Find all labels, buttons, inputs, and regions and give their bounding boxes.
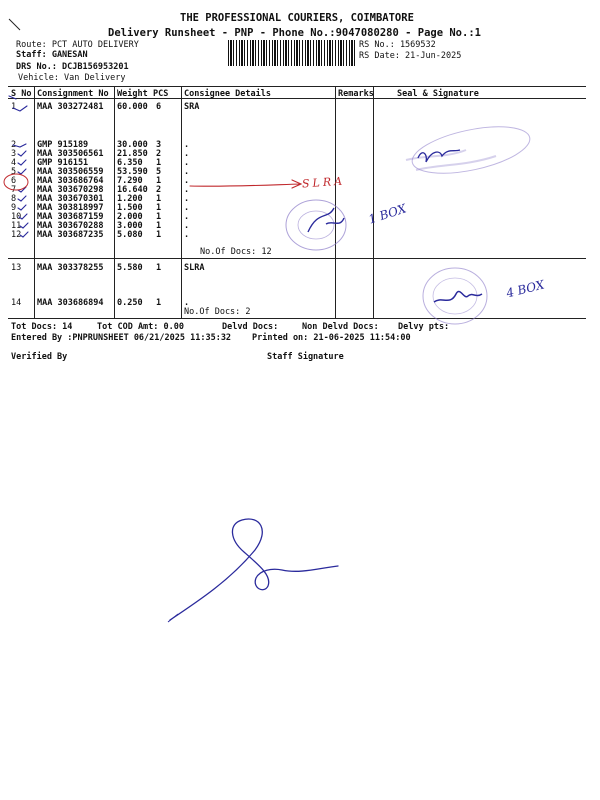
cell-consignment: MAA 303818997 bbox=[37, 203, 104, 213]
cell-consignment: GMP 916151 bbox=[37, 158, 89, 168]
cell-sno: 13 bbox=[11, 263, 22, 273]
cell-sno: 3 bbox=[11, 149, 17, 159]
cell-weight: 30.000 bbox=[117, 140, 148, 150]
cell-sno: 5 bbox=[11, 167, 17, 177]
handwritten-slra: SLRA bbox=[301, 174, 346, 191]
cell-weight: 0.250 bbox=[117, 298, 143, 308]
cell-weight: 1.500 bbox=[117, 203, 143, 213]
cell-consignee: . bbox=[184, 230, 190, 240]
barcode bbox=[228, 40, 356, 66]
group-separator bbox=[8, 258, 586, 259]
cell-consignment: MAA 303686764 bbox=[37, 176, 104, 186]
rs-date: RS Date: 21-Jun-2025 bbox=[359, 51, 462, 61]
col-header-remarks: Remarks bbox=[338, 89, 374, 99]
delivery-points: Delvy pts: bbox=[398, 322, 450, 332]
group-doc-count: No.Of Docs: 2 bbox=[184, 307, 251, 317]
cell-weight: 60.000 bbox=[117, 102, 148, 112]
cell-consignee: . bbox=[184, 185, 190, 195]
cell-sno: 2 bbox=[11, 140, 17, 150]
rs-number: RS No.: 1569532 bbox=[359, 40, 436, 50]
cell-weight: 2.000 bbox=[117, 212, 143, 222]
cell-consignment: MAA 303687159 bbox=[37, 212, 104, 222]
col-header-sno: S No bbox=[11, 89, 32, 99]
cell-pcs: 2 bbox=[156, 185, 162, 195]
cell-pcs: 1 bbox=[156, 176, 162, 186]
cell-consignment: MAA 303670288 bbox=[37, 221, 104, 231]
cell-sno: 9 bbox=[11, 203, 17, 213]
cell-sno: 14 bbox=[11, 298, 22, 308]
col-header-consignment: Consignment No bbox=[37, 89, 109, 99]
col-divider bbox=[373, 86, 374, 318]
cell-consignment: MAA 303687235 bbox=[37, 230, 104, 240]
cell-consignment: MAA 303506561 bbox=[37, 149, 104, 159]
cell-consignee: . bbox=[184, 140, 190, 150]
cell-weight: 21.850 bbox=[117, 149, 148, 159]
cell-pcs: 3 bbox=[156, 140, 162, 150]
cell-pcs: 1 bbox=[156, 298, 162, 308]
cell-pcs: 6 bbox=[156, 102, 162, 112]
cell-weight: 6.350 bbox=[117, 158, 143, 168]
handwritten-four-box: 4 BOX bbox=[504, 277, 546, 301]
cell-pcs: 1 bbox=[156, 194, 162, 204]
col-header-weight: Weight bbox=[117, 89, 148, 99]
red-arrow bbox=[188, 176, 308, 196]
staff-signature-label: Staff Signature bbox=[267, 352, 344, 362]
table-bottom-rule bbox=[8, 318, 586, 319]
company-title: THE PROFESSIONAL COURIERS, COIMBATORE bbox=[180, 12, 414, 24]
total-cod-amount: Tot COD Amt: 0.00 bbox=[97, 322, 184, 332]
entered-by: Entered By :PNPRUNSHEET 06/21/2025 11:35:32 bbox=[11, 333, 232, 343]
col-divider bbox=[335, 86, 336, 318]
cell-sno: 4 bbox=[11, 158, 17, 168]
printed-on: Printed on: 21-06-2025 11:54:00 bbox=[252, 333, 411, 343]
cell-consignment: MAA 303378255 bbox=[37, 263, 104, 273]
company-stamp bbox=[278, 190, 358, 260]
verified-by-label: Verified By bbox=[11, 352, 68, 362]
cell-sno: 1 bbox=[11, 102, 17, 112]
col-divider bbox=[114, 86, 115, 318]
cell-sno: 12 bbox=[11, 230, 22, 240]
cell-pcs: 1 bbox=[156, 230, 162, 240]
cell-pcs: 1 bbox=[156, 158, 162, 168]
cell-consignment: MAA 303506559 bbox=[37, 167, 104, 177]
vehicle-label: Vehicle: Van Delivery bbox=[18, 73, 126, 83]
col-header-seal: Seal & Signature bbox=[397, 89, 479, 99]
cell-consignee: . bbox=[184, 167, 190, 177]
staff-label: Staff: GANESAN bbox=[16, 50, 88, 60]
cell-consignee: . bbox=[184, 298, 190, 308]
cell-consignee: SLRA bbox=[184, 263, 205, 273]
cell-consignment: GMP 915189 bbox=[37, 140, 89, 150]
cell-pcs: 2 bbox=[156, 149, 162, 159]
cell-weight: 5.580 bbox=[117, 263, 143, 273]
col-divider bbox=[34, 86, 35, 318]
drs-number: DRS No.: DCJB156953201 bbox=[16, 62, 129, 72]
cell-weight: 7.290 bbox=[117, 176, 143, 186]
cell-weight: 53.590 bbox=[117, 167, 148, 177]
cell-sno: 11 bbox=[11, 221, 22, 231]
cell-weight: 1.200 bbox=[117, 194, 143, 204]
non-delivered-docs: Non Delvd Docs: bbox=[302, 322, 379, 332]
cell-pcs: 5 bbox=[156, 167, 162, 177]
cell-weight: 16.640 bbox=[117, 185, 148, 195]
cell-pcs: 1 bbox=[156, 212, 162, 222]
cell-consignee: . bbox=[184, 194, 190, 204]
route-label: Route: PCT AUTO DELIVERY bbox=[16, 40, 139, 50]
cell-consignee: SRA bbox=[184, 102, 200, 112]
cell-pcs: 1 bbox=[156, 221, 162, 231]
cell-consignee: . bbox=[184, 203, 190, 213]
col-divider bbox=[181, 86, 182, 318]
cell-consignee: . bbox=[184, 221, 190, 231]
cell-consignment: MAA 303686894 bbox=[37, 298, 104, 308]
cell-consignee: . bbox=[184, 158, 190, 168]
handwritten-one-box: 1 BOX bbox=[366, 201, 408, 227]
runsheet-subtitle: Delivery Runsheet - PNP - Phone No.:9047080280 - Page No.:1 bbox=[108, 27, 481, 39]
cell-consignment: MAA 303670301 bbox=[37, 194, 104, 204]
cell-sno: 6 bbox=[11, 176, 17, 186]
cell-consignee: . bbox=[184, 149, 190, 159]
cell-pcs: 1 bbox=[156, 203, 162, 213]
cell-consignment: MAA 303670298 bbox=[37, 185, 104, 195]
cell-consignee: . bbox=[184, 176, 190, 186]
corner-mark bbox=[6, 16, 26, 36]
cell-weight: 3.000 bbox=[117, 221, 143, 231]
cell-sno: 10 bbox=[11, 212, 22, 222]
cell-consignment: MAA 303272481 bbox=[37, 102, 104, 112]
cell-pcs: 1 bbox=[156, 263, 162, 273]
cell-sno: 7 bbox=[11, 185, 17, 195]
staff-signature bbox=[160, 510, 380, 640]
seal-signature-top bbox=[396, 120, 546, 190]
col-header-pcs: PCS bbox=[153, 89, 169, 99]
cell-sno: 8 bbox=[11, 194, 17, 204]
cell-consignee: . bbox=[184, 212, 190, 222]
group-doc-count: No.Of Docs: 12 bbox=[200, 247, 272, 257]
col-header-consignee: Consignee Details bbox=[184, 89, 271, 99]
delivered-docs: Delvd Docs: bbox=[222, 322, 279, 332]
table-top-rule bbox=[8, 86, 586, 87]
total-docs: Tot Docs: 14 bbox=[11, 322, 73, 332]
cell-weight: 5.080 bbox=[117, 230, 143, 240]
